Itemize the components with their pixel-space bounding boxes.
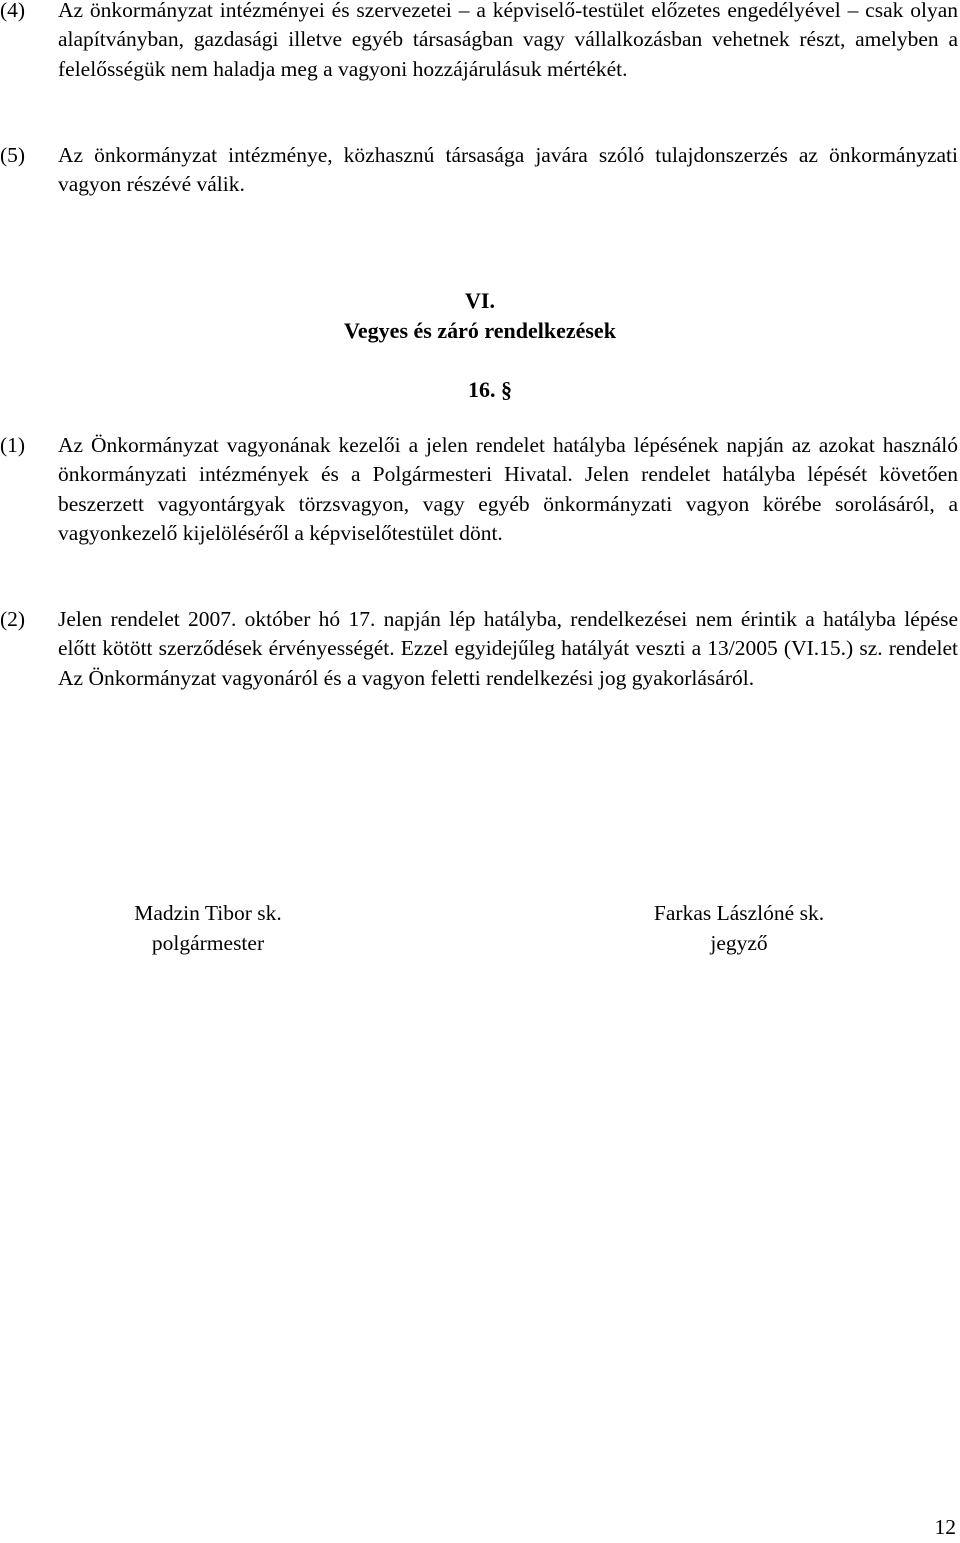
paragraph-number: (5) xyxy=(0,143,26,167)
paragraph-5 xyxy=(0,141,958,200)
paragraph-number: (1) xyxy=(0,433,26,457)
signature-name: Farkas Lászlóné sk. xyxy=(653,901,825,925)
paragraph-4 xyxy=(0,0,958,84)
paragraph-text: Az önkormányzat intézményei és szervezetei – a képviselő-testület előzetes engedélyével – csak olyan alapítványban, gazdasági illetve egyéb társaságban vagy vállalkozásban vehetnek részt, amelyben a felelősségük nem haladja meg a vagyoni hozzájárulásuk mértékét. xyxy=(58,0,958,81)
signature-notary xyxy=(628,898,850,958)
paragraph-number: (2) xyxy=(0,607,26,631)
signature-title: polgármester xyxy=(151,931,265,955)
signature-mayor xyxy=(108,898,308,958)
paragraph-2 xyxy=(0,605,958,693)
section-label: 16. § xyxy=(468,377,512,402)
paragraph-number: (4) xyxy=(0,0,26,22)
chapter-number: VI. xyxy=(465,288,495,313)
paragraph-1 xyxy=(0,431,958,549)
paragraph-text: Jelen rendelet 2007. október hó 17. napján lép hatályba, rendelkezései nem érintik a hatályba lépése előtt kötött szerződések érvényességét. Ezzel egyidejűleg hatályát veszti a 13/2005 (VI.15.) sz. rendelet Az Önkormányzat vagyonáról és a vagyon feletti rendelkezési jog gyakorlásáról. xyxy=(58,607,958,690)
signature-name: Madzin Tibor sk. xyxy=(134,901,282,925)
chapter-title: Vegyes és záró rendelkezések xyxy=(344,318,616,343)
paragraph-text: Az Önkormányzat vagyonának kezelői a jelen rendelet hatályba lépésének napján az azokat használó önkormányzati intézmények és a Polgármesteri Hivatal. Jelen rendelet hatályba lépését követően beszerzett vagyontárgyak törzsvagyon, vagy egyéb önkormányzati vagyon körébe sorolásáról, a vagyonkezelő kijelöléséről a képviselőtestület dönt. xyxy=(58,433,958,546)
page-number: 12 xyxy=(934,1515,956,1539)
paragraph-text: Az önkormányzat intézménye, közhasznú társasága javára szóló tulajdonszerzés az önkormányzati vagyon részévé válik. xyxy=(58,143,958,197)
signature-title: jegyző xyxy=(710,931,768,955)
